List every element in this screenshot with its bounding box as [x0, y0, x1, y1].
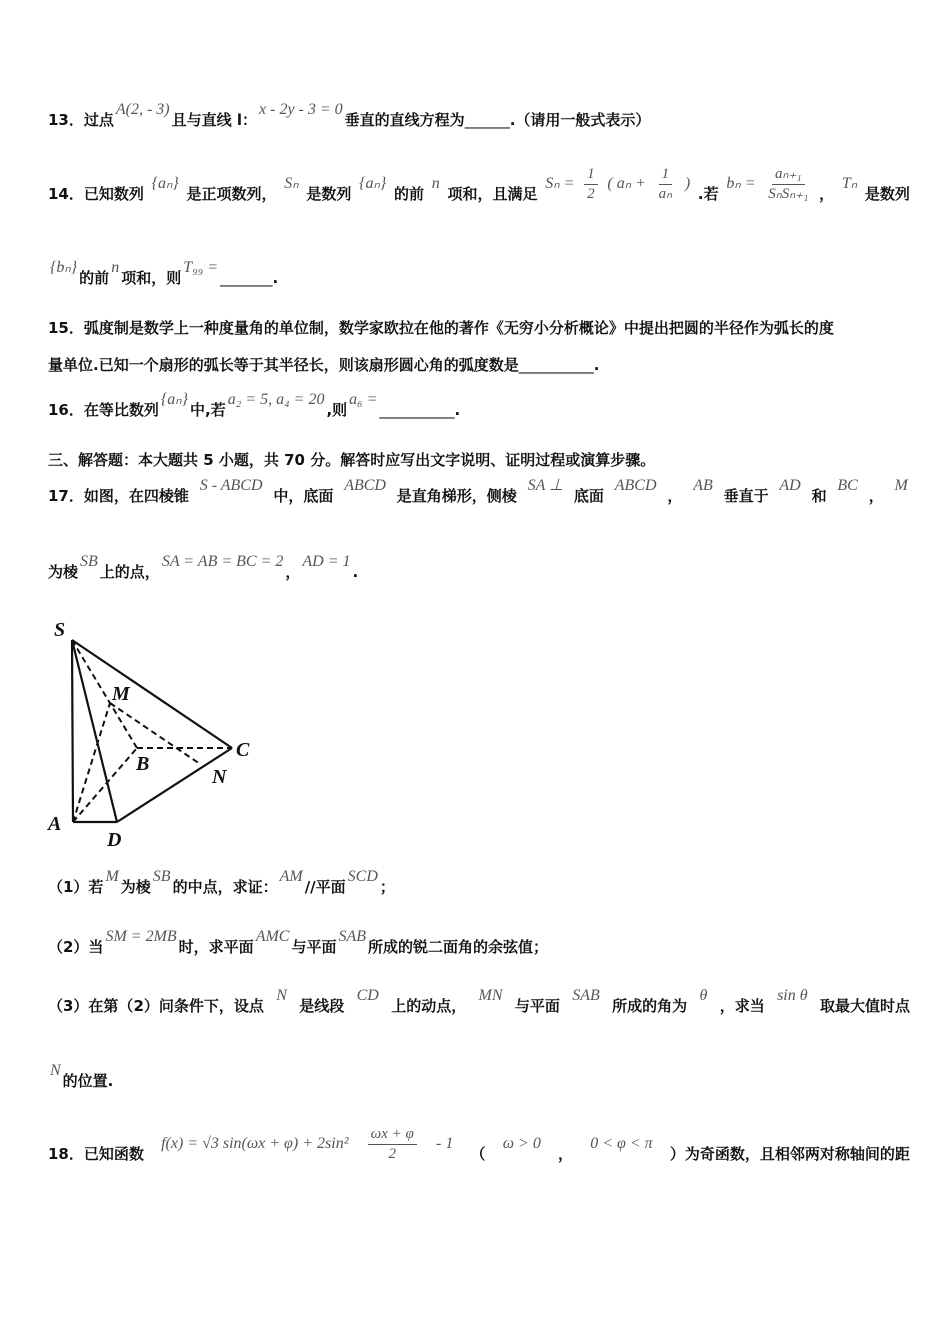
- text: 时，求平面: [178, 938, 254, 956]
- edge-SD: [72, 640, 117, 822]
- text: 的前: [394, 185, 425, 203]
- math-expression: AMC: [255, 928, 290, 945]
- text: 是直角梯形，侧棱: [396, 487, 517, 505]
- text: ，: [558, 1145, 574, 1163]
- math-expression: {aₙ}: [359, 175, 387, 192]
- text: 中，底面: [273, 487, 334, 505]
- math-expression: SB: [80, 553, 98, 570]
- math-expression: AD: [779, 477, 801, 494]
- text: ，: [819, 185, 835, 203]
- text: .（请用一般式表示）: [509, 111, 651, 129]
- text: .: [593, 356, 600, 374]
- text: 上的动点，: [391, 997, 467, 1015]
- label-B: B: [136, 753, 150, 775]
- math-expression: {aₙ}: [151, 175, 179, 192]
- text: 垂直的直线方程为: [344, 111, 465, 129]
- math-expression: AM: [279, 868, 303, 885]
- math-expression: SA ⊥: [527, 477, 564, 494]
- text: 17．如图，在四棱锥: [48, 487, 189, 505]
- math-expression: SA = AB = BC = 2: [161, 553, 284, 570]
- text: 三、解答题：本大题共 5 小题，共 70 分。解答时应写出文字说明、证明过程或演算步骤。: [48, 451, 656, 469]
- fraction: [368, 1125, 417, 1164]
- fraction: [656, 165, 675, 204]
- text: 底面: [573, 487, 604, 505]
- math-expression: SM = 2MB: [105, 928, 177, 945]
- text: 的位置.: [62, 1072, 114, 1090]
- text: 所成的角为: [612, 997, 688, 1015]
- text: 取最大值时点: [819, 997, 910, 1015]
- label-D: D: [107, 829, 122, 851]
- math-expression: Tₙ: [841, 175, 858, 192]
- question-17-part-2: [48, 923, 910, 957]
- question-17-line-1: [48, 472, 910, 506]
- segment-MN: [110, 703, 200, 764]
- text: （3）在第（2）问条件下，设点: [48, 997, 264, 1015]
- text: 为棱: [120, 878, 151, 896]
- edge-SA: [72, 640, 73, 822]
- question-18: [48, 1120, 910, 1164]
- text: 中,若: [190, 401, 226, 419]
- math-expression: Sₙ: [284, 175, 299, 192]
- question-17-part-1: [48, 863, 910, 897]
- math-expression: T₉₉ =: [183, 259, 219, 276]
- question-16: [48, 386, 910, 420]
- math-expression: {aₙ}: [160, 391, 189, 408]
- math-expression: n: [431, 175, 440, 192]
- answer-blank: __________: [518, 356, 594, 374]
- text: 16．在等比数列: [48, 401, 159, 419]
- text: 13．过点: [48, 111, 114, 129]
- math-expression: MN: [478, 987, 503, 1004]
- math-expression: CD: [356, 987, 379, 1004]
- question-15-line-1: [48, 304, 910, 338]
- math-expression: f(x) = √3 sin(ωx + φ) + 2sin²: [161, 1135, 349, 1152]
- text: 和: [811, 487, 827, 505]
- question-17-line-2: [48, 548, 910, 582]
- math-expression: A(2, - 3): [115, 101, 170, 118]
- math-expression: bₙ =: [726, 175, 756, 192]
- question-15-line-2: [48, 341, 910, 375]
- answer-blank: ______: [464, 111, 510, 129]
- text: ，: [285, 563, 301, 581]
- math-expression: SCD: [347, 868, 378, 885]
- answer-blank: __________: [379, 401, 455, 419]
- math-expression: SAB: [572, 987, 600, 1004]
- math-expression: - 1: [436, 1135, 454, 1152]
- math-expression: M: [894, 477, 908, 494]
- text: 量单位.已知一个扇形的弧长等于其半径长，则该扇形圆心角的弧度数是: [48, 356, 519, 374]
- math-expression: SB: [152, 868, 171, 885]
- math-expression: {bₙ}: [50, 259, 78, 276]
- math-expression: θ: [699, 987, 708, 1004]
- question-17-part-3: [48, 982, 910, 1016]
- math-expression: 0 < φ < π: [590, 1135, 653, 1152]
- denominator: SₙSₙ₊₁: [768, 186, 809, 202]
- text: 是数列: [306, 185, 352, 203]
- text: 的中点，求证：: [172, 878, 278, 896]
- label-C: C: [236, 739, 250, 761]
- text: 项和，则: [121, 269, 182, 287]
- text: ,则: [326, 401, 348, 419]
- math-expression: S - ABCD: [199, 477, 263, 494]
- text: 与平面: [514, 997, 560, 1015]
- question-17-part-3-cont: [48, 1057, 910, 1091]
- text: 项和，且满足: [447, 185, 538, 203]
- text: 是线段: [299, 997, 345, 1015]
- numerator: 1: [659, 165, 673, 185]
- question-14-line-2: [48, 254, 910, 288]
- numerator: ωx + φ: [368, 1125, 417, 1145]
- math-expression: ABCD: [344, 477, 386, 494]
- text: .若: [697, 185, 719, 203]
- section-3-heading: [48, 436, 910, 470]
- edge-AB: [73, 748, 137, 822]
- text: （2）当: [48, 938, 104, 956]
- numerator: 1: [584, 165, 598, 185]
- math-expression: ω > 0: [502, 1135, 541, 1152]
- text: .: [454, 401, 461, 419]
- math-expression: ): [684, 175, 691, 192]
- math-expression: N: [276, 987, 287, 1004]
- denominator: 2: [388, 1146, 396, 1162]
- answer-blank: _______: [220, 269, 273, 287]
- math-expression: n: [111, 259, 120, 276]
- text: .: [272, 269, 279, 287]
- label-A: A: [48, 813, 62, 835]
- label-M: M: [112, 683, 130, 705]
- text: （: [470, 1145, 486, 1163]
- text: 是正项数列，: [186, 185, 277, 203]
- numerator: aₙ₊₁: [772, 165, 805, 185]
- math-expression: sin θ: [777, 987, 808, 1004]
- text: ）为奇函数，且相邻两对称轴间的距: [669, 1145, 910, 1163]
- math-expression: M: [105, 868, 119, 885]
- denominator: 2: [587, 186, 595, 202]
- math-expression: AB: [693, 477, 713, 494]
- fraction: [765, 165, 811, 204]
- math-expression: AD = 1: [302, 553, 351, 570]
- math-expression: SAB: [338, 928, 367, 945]
- text: 垂直于: [723, 487, 769, 505]
- label-S: S: [54, 619, 66, 641]
- math-expression: ( aₙ +: [607, 175, 646, 192]
- text: .: [352, 563, 359, 581]
- text: 15．弧度制是数学上一种度量角的单位制，数学家欧拉在他的著作《无穷小分析概论》中提出把圆的半径作为弧长的度: [48, 319, 834, 337]
- math-expression: a₆ =: [349, 391, 378, 408]
- label-N: N: [212, 766, 227, 788]
- pyramid-figure: [40, 612, 270, 852]
- text: ，: [667, 487, 683, 505]
- text: ；: [379, 878, 395, 896]
- math-expression: Sₙ =: [545, 175, 575, 192]
- math-expression: BC: [837, 477, 858, 494]
- text: （1）若: [48, 878, 104, 896]
- text: 所成的锐二面角的余弦值；: [368, 938, 549, 956]
- text: 上的点，: [99, 563, 160, 581]
- fraction: [584, 165, 598, 204]
- text: 是数列: [864, 185, 910, 203]
- text: ，: [868, 487, 884, 505]
- text: 且与直线 l：: [171, 111, 258, 129]
- text: 的前: [79, 269, 110, 287]
- text: 14．已知数列: [48, 185, 144, 203]
- question-13: [48, 96, 910, 130]
- question-14-line-1: [48, 160, 910, 204]
- text: 为棱: [48, 563, 79, 581]
- math-expression: ABCD: [614, 477, 657, 494]
- text: 与平面: [291, 938, 337, 956]
- math-expression: N: [50, 1062, 61, 1079]
- text: ，求当: [719, 997, 765, 1015]
- denominator: aₙ: [658, 186, 673, 202]
- math-expression: x - 2y - 3 = 0: [259, 101, 343, 118]
- text: 18．已知函数: [48, 1145, 144, 1163]
- math-expression: a₂ = 5, a₄ = 20: [227, 391, 325, 408]
- text: //平面: [304, 878, 346, 896]
